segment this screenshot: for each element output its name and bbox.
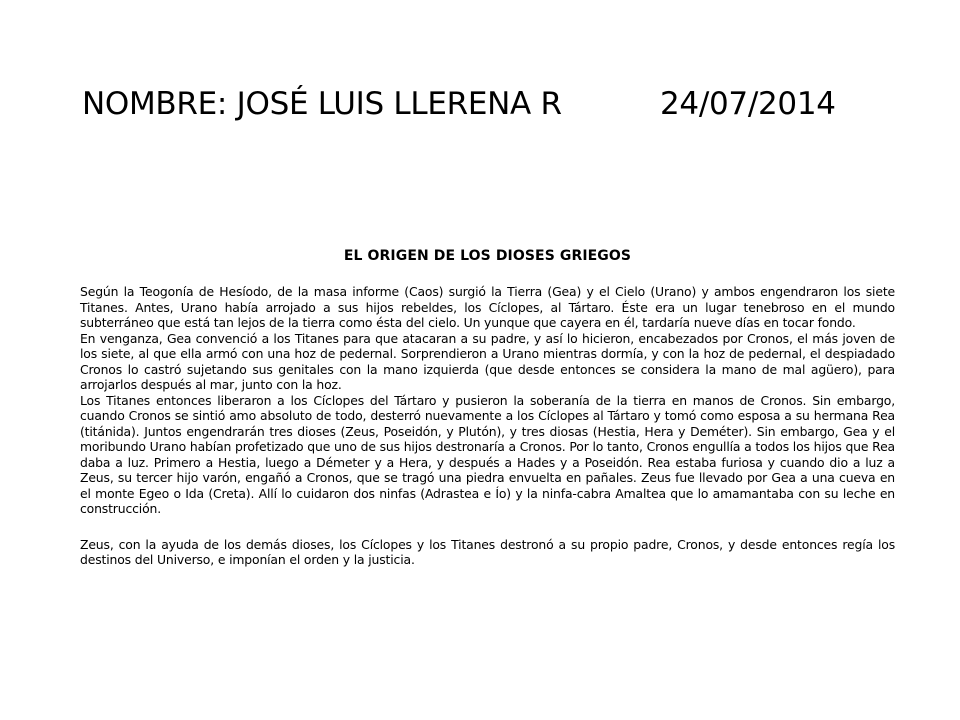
article [80,246,895,568]
paragraph-zeus: Zeus, con la ayuda de los demás dioses, los Cíclopes y los Titanes destronó a su propio padre, Cronos, y desde entonces regía los destinos del Universo, e imponían el orden y la justicia. [80,536,895,567]
paragraph-origins: Según la Teogonía de Hesíodo, de la masa informe (Caos) surgió la Tierra (Gea) y el Cielo (Urano) y ambos engendraron los siete Titanes. Antes, Urano había arrojado a sus hijos rebeldes, los Cíclopes, al Tártaro. Éste era un lugar tenebroso en el mundo subterráneo que está tan lejos de la tierra como ésta del cielo. Un yunque que cayera en él, tardaría nueve días en tocar fondo. [80,284,895,330]
article-title: EL ORIGEN DE LOS DIOSES GRIEGOS [343,248,632,264]
date-label: 24/07/2014 [660,86,836,122]
article-body [80,284,895,568]
paragraph-revenge: En venganza, Gea convenció a los Titanes para que atacaran a su padre, y así lo hicieron, encabezados por Cronos, el más joven de los siete, al que ella armó con una hoz de pedernal. Sorprendieron a Urano mientras dormía, y con la hoz de pedernal, el despiadado Cronos lo castró sujetando sus genitales con la mano izquierda (que desde entonces se considera la mano de mal agüero), para arrojarlos después al mar, junto con la hoz. [80,330,895,392]
student-name: NOMBRE: JOSÉ LUIS LLERENA R [82,86,562,122]
slide-header [82,82,882,132]
paragraph-cronos-reign: Los Titanes entonces liberaron a los Cíclopes del Tártaro y pusieron la soberanía de la tierra en manos de Cronos. Sin embargo, cuando Cronos se sintió amo absoluto de todo, desterró nuevamente a los Cíclopes al Tártaro y tomó como esposa a su hermana Rea (titánida). Juntos engendrarán tres dioses (Zeus, Poseidón, y Plutón), y tres diosas (Hestia, Hera y Deméter). Sin embargo, Gea y el moribundo Urano habían profetizado que uno de sus hijos destronaría a Cronos. Por lo tanto, Cronos engullía a todos los hijos que Rea daba a luz. Primero a Hestia, luego a Démeter y a Hera, y después a Hades y a Poseidón. Rea estaba furiosa y cuando dio a luz a Zeus, su tercer hijo varón, engañó a Cronos, que se tragó una piedra envuelta en pañales. Zeus fue llevado por Gea a una cueva en el monte Egeo o Ida (Creta). Allí lo cuidaron dos ninfas (Adrastea e Ío) y la ninfa-cabra Amaltea que lo amamantaba con su leche en construcción. [80,392,895,516]
paragraph-spacer [80,517,895,537]
